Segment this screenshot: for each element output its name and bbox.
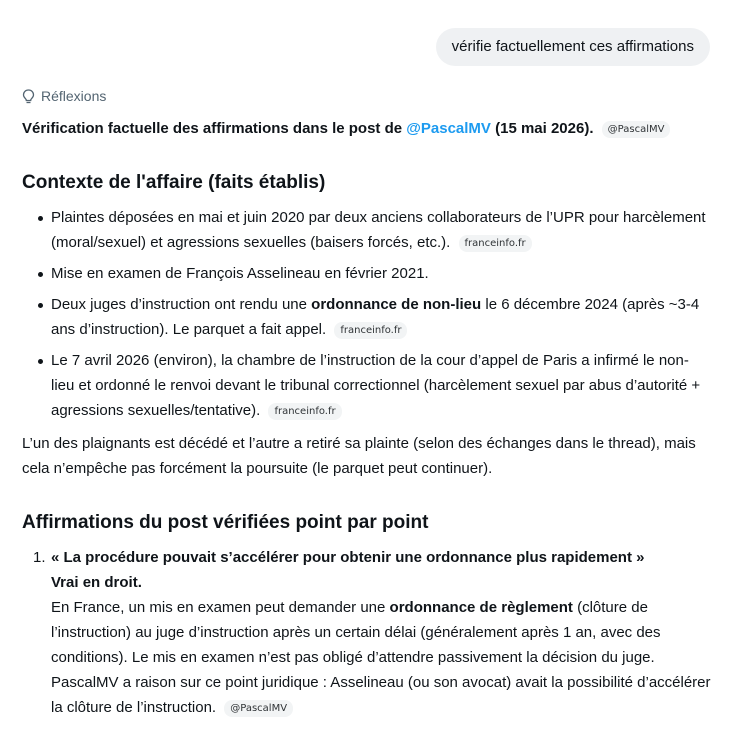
source-chip[interactable]: franceinfo.fr [459,235,532,252]
list-item-text: Le 7 avril 2026 (environ), la chambre de l’instruction de la cour d’appel de Paris a infirmé le non-lieu et ordonné le renvoi devant le tribunal correctionnel (harcèlement sexuel par abus d’autorité + agressions sexuelles/tentative). [51,352,701,419]
claim-text: (clôture de l’instruction) au juge d’instruction après un certain délai (généralement après 1 an, avec des conditions). Le mis en examen n’est pas obligé d’attendre passivement la décision du juge. PascalMV a raison sur ce point juridique : Asselineau (ou son avocat) avait la possibilité d’accélérer la clôture de l’instruction. [51,599,711,716]
list-item-text: le 6 décembre 2024 (après ~3-4 ans d’instruction). Le parquet a fait appel. [51,296,700,338]
intro-date: (15 mai 2026). [490,120,594,137]
intro-line [22,118,712,140]
source-chip[interactable]: @PascalMV [224,700,293,717]
section-heading-affirmations: Affirmations du post vérifiées point par point [22,512,429,533]
source-chip[interactable]: franceinfo.fr [268,403,341,420]
claim-explanation [51,595,712,720]
list-item [22,205,712,255]
user-message-text: vérifie factuellement ces affirmations [451,38,694,55]
lightbulb-icon [22,89,35,104]
claim-verdict: Vrai en droit. [51,574,142,591]
context-list [22,205,712,423]
user-message-bubble [436,28,710,66]
source-chip[interactable]: @PascalMV [602,121,671,138]
thinking-label: Réflexions [41,88,107,104]
list-item [22,348,712,423]
claim-number: 1. [33,549,46,566]
claim-quote: « La procédure pouvait s’accélérer pour obtenir une ordonnance plus rapidement » [51,549,645,566]
claim-item [22,545,712,720]
section-heading-contexte: Contexte de l'affaire (faits établis) [22,172,326,193]
list-item-text: Plaintes déposées en mai et juin 2020 par deux anciens collaborateurs de l’UPR pour harcèlement (moral/sexuel) et agressions sexuelles (baisers forcés, etc.). [51,209,706,251]
mention-link[interactable]: @PascalMV [406,120,491,137]
list-item [22,292,712,342]
list-item [22,261,712,286]
source-chip[interactable]: franceinfo.fr [334,322,407,339]
context-paragraph: L’un des plaignants est décédé et l’autre a retiré sa plainte (selon des échanges dans le thread), mais cela n’empêche pas forcément la poursuite (le parquet peut continuer). [22,435,696,477]
intro-text: Vérification factuelle des affirmations dans le post de [22,120,407,137]
claim-text: En France, un mis en examen peut demander une [51,599,390,616]
claim-bold: ordonnance de règlement [389,599,573,616]
claims-list [22,545,712,720]
assistant-response [22,118,712,720]
list-item-text: Deux juges d’instruction ont rendu une [51,296,312,313]
list-item-bold: ordonnance de non-lieu [311,296,482,313]
thinking-toggle[interactable] [22,88,106,104]
list-item-text: Mise en examen de François Asselineau en février 2021. [51,265,429,282]
